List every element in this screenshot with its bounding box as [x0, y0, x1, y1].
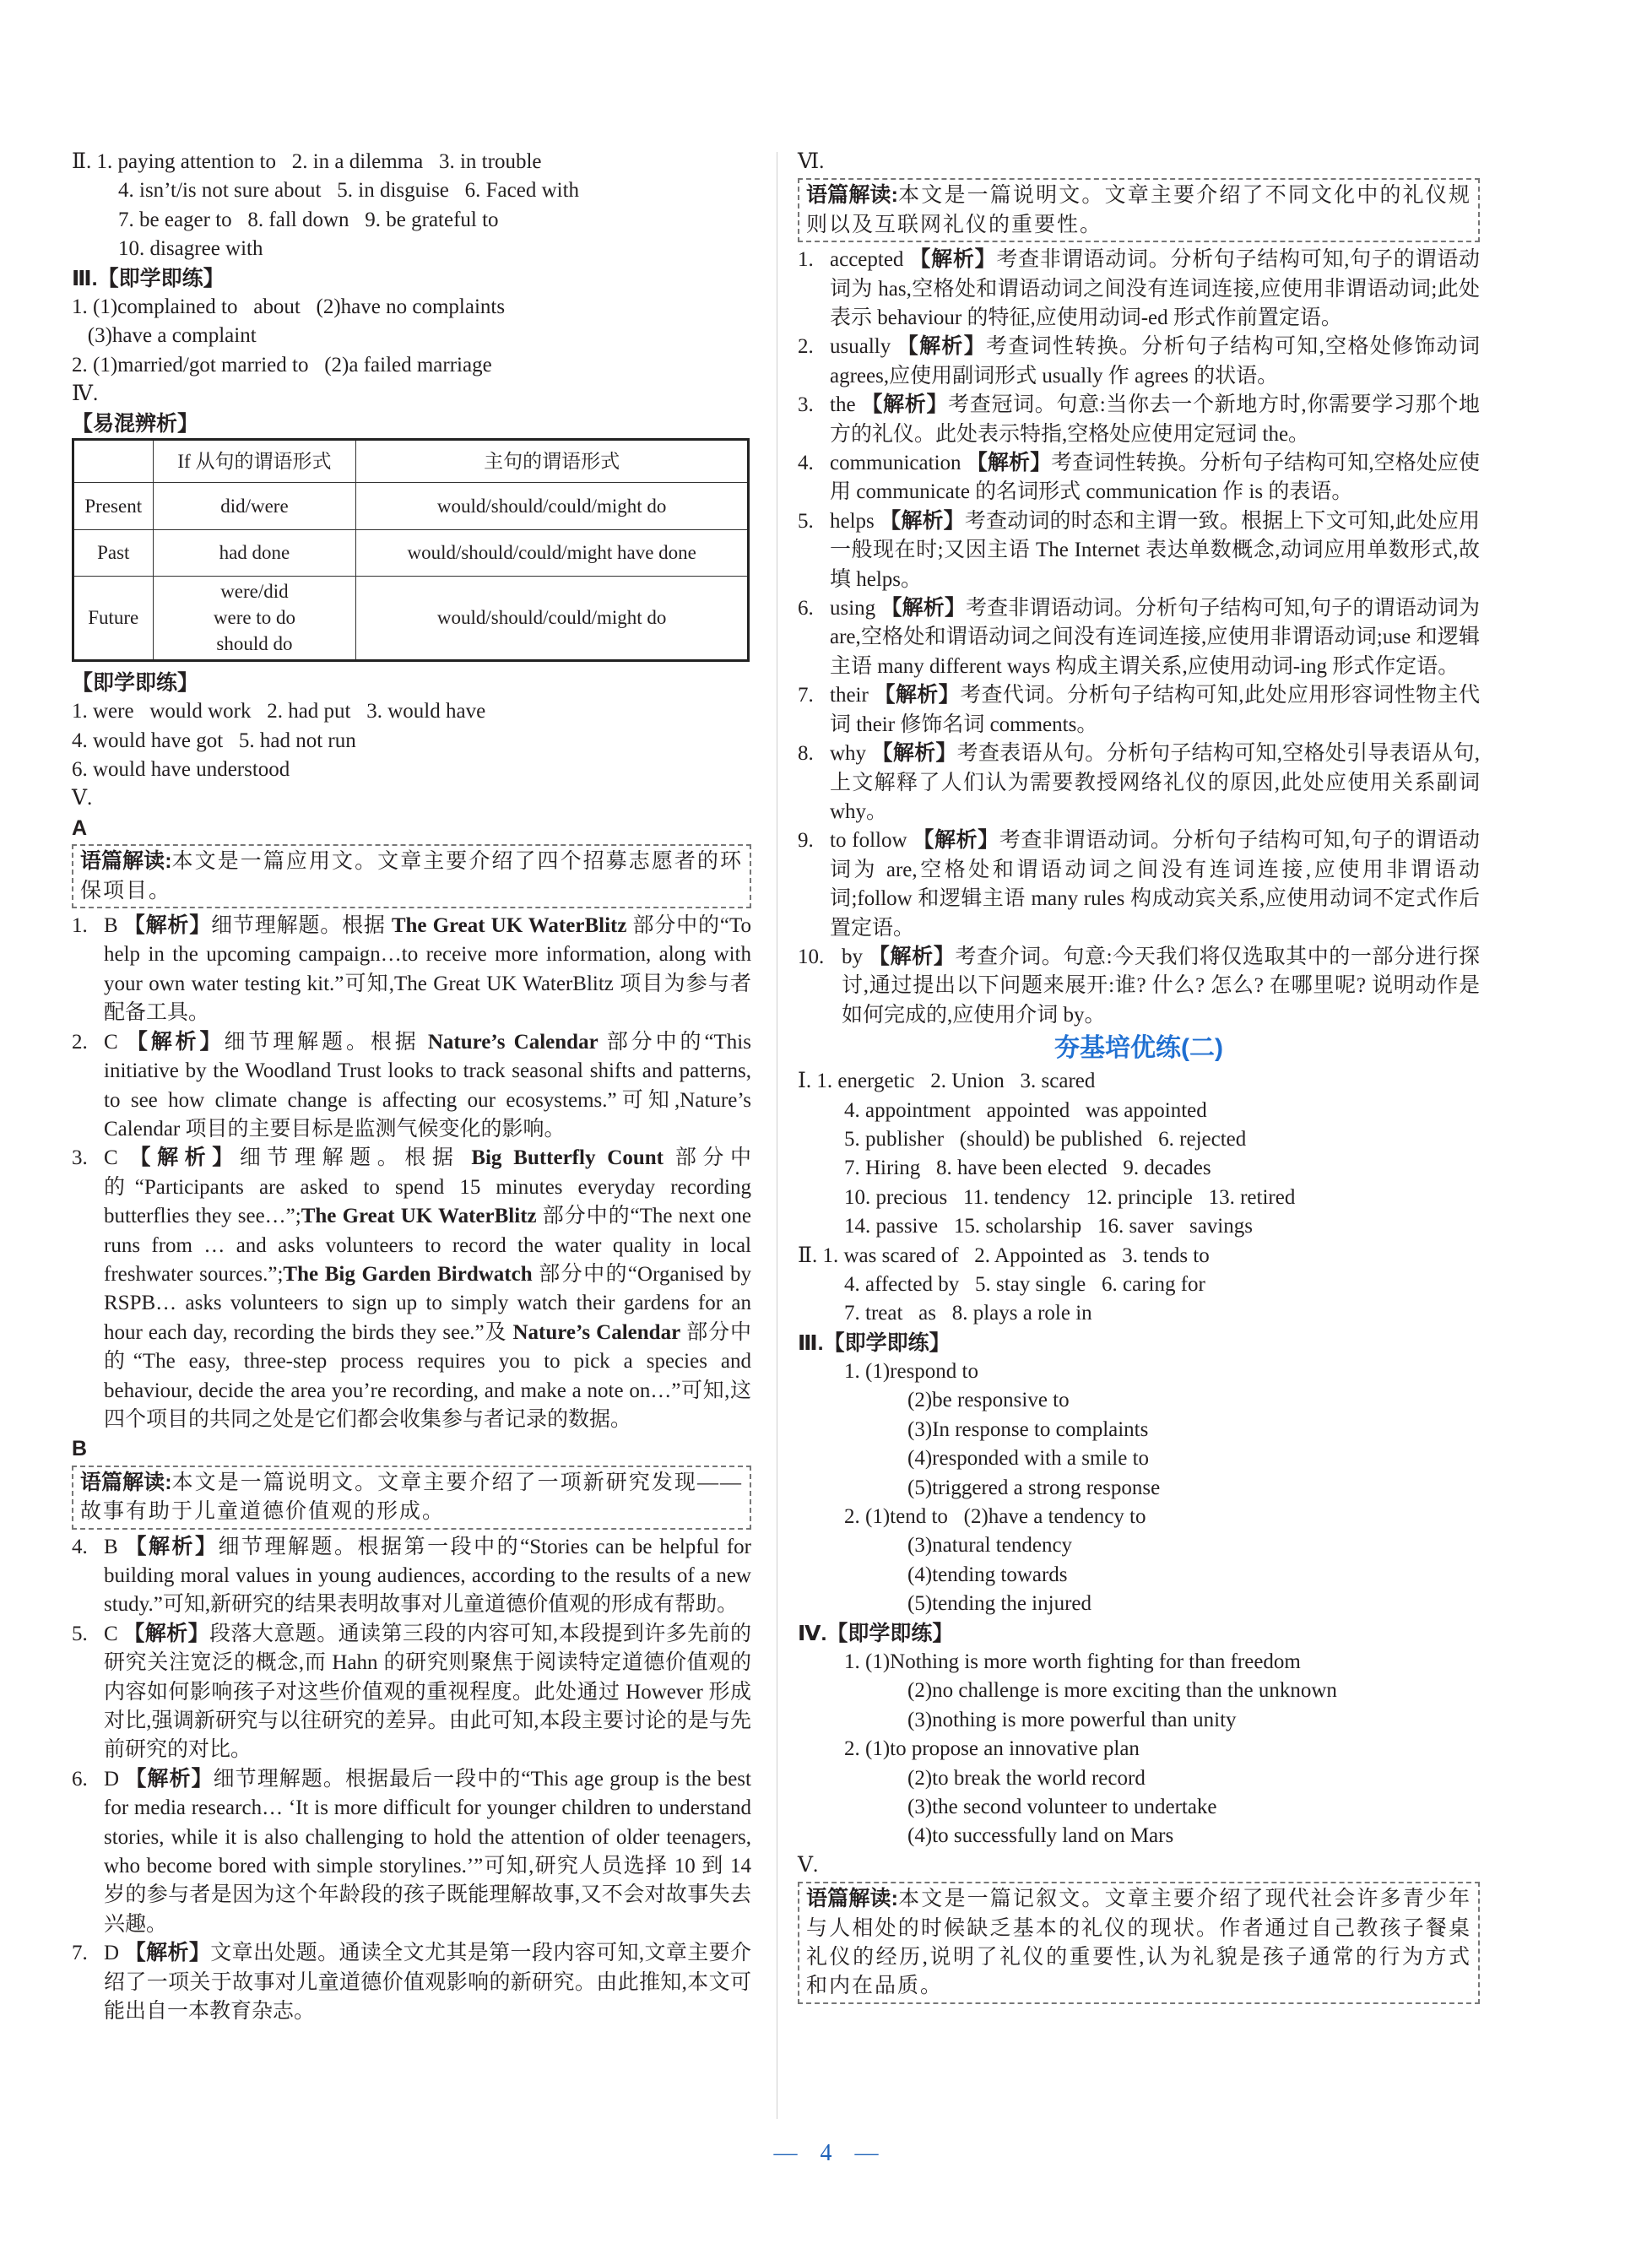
- item-text: communication: [830, 452, 967, 475]
- item-number: 4.: [72, 1535, 88, 1558]
- item-bold-text: 【解析】: [129, 1146, 240, 1170]
- answer-item: [798, 449, 1480, 507]
- item-number: 2.: [798, 335, 814, 359]
- answer-line: A: [72, 815, 88, 840]
- answer-item: [798, 943, 1480, 1030]
- answer-line: (2)to break the world record: [907, 1766, 1146, 1790]
- answer-line: (4)responded with a smile to: [907, 1447, 1150, 1471]
- answer-line: 4. appointment appointed was appointed: [844, 1098, 1207, 1122]
- footer-dash-right: —: [854, 2140, 879, 2166]
- answer-line: (2)be responsive to: [907, 1389, 1070, 1412]
- item-number: 5.: [798, 509, 814, 533]
- answer-line: 14. passive 15. scholarship 16. saver savings: [844, 1215, 1253, 1238]
- page-footer: [0, 2139, 1652, 2168]
- table-row: [73, 576, 749, 660]
- item-number: 7.: [798, 684, 814, 707]
- answer-line: 1. (1)respond to: [844, 1360, 978, 1384]
- passage-summary-box: [798, 178, 1480, 242]
- answer-item: [798, 594, 1480, 681]
- if-clause-form: did/were: [220, 495, 289, 517]
- answer-line: Ⅵ.: [798, 150, 825, 173]
- answer-item: [798, 740, 1480, 826]
- item-text: to follow: [830, 829, 913, 853]
- item-text: 部分中的“The next one runs from … and asks volunteers to record the water quality in local freshwater sources.”;: [104, 1205, 751, 1286]
- answer-line: 1. (1)complained to about (2)have no complaints: [72, 295, 506, 318]
- answer-line: Ⅲ.【即学即练】: [72, 266, 225, 290]
- item-bold-text: 【解析】: [880, 509, 965, 533]
- item-text: 细节理解题。根据最后一段中的“This age group is the best for media research… ‘It is more difficult for younger children to understand stories, while it is also challenging to hold the attention of older teenagers, who become bored with simple storylines.’”可知,研究人员选择 10 到 14 岁的参与者是因为这个年龄段的孩子既能理解故事,又不会对故事失去兴趣。: [104, 1767, 751, 1936]
- row-label: Past: [73, 529, 154, 576]
- answer-line: Ⅲ.【即学即练】: [798, 1330, 951, 1355]
- item-text: 考查词性转换。分析句子结构可知,空格处修饰动词 agrees,应使用副词形式 usually 作 agrees 的状语。: [830, 335, 1480, 387]
- answer-line: 【易混辨析】: [72, 411, 199, 436]
- page-number: 4: [820, 2140, 832, 2166]
- item-bold-text: 【解析】: [861, 393, 949, 417]
- answer-item: [798, 826, 1480, 943]
- summary-text: 本文是一篇说明文。文章主要介绍了不同文化中的礼仪规则以及互联网礼仪的重要性。: [806, 184, 1471, 236]
- item-bold-text: 【解析】: [125, 1535, 219, 1558]
- item-text: their: [830, 684, 875, 707]
- conditional-table: [72, 438, 750, 662]
- summary-label: 语篇解读:: [80, 849, 172, 874]
- footer-dash-left: —: [773, 2140, 798, 2166]
- item-text: 细节理解题。根据第一段中的“Stories can be helpful for building moral values in young audiences, according to the results of a new study.”可知,新研究的结果表明故事对儿童道德价值观的形成有帮助。: [104, 1535, 751, 1617]
- answer-line: Ⅰ. 1. energetic 2. Union 3. scared: [798, 1070, 1096, 1093]
- section-title: 夯基培优练(二): [1054, 1034, 1223, 1063]
- item-text: 细节理解题。根据: [239, 1146, 472, 1170]
- main-clause-cell: would/should/could/might have done: [356, 529, 749, 576]
- row-label: Present: [73, 482, 154, 529]
- answer-item: [798, 507, 1480, 594]
- row-label: Future: [73, 576, 154, 660]
- item-bold-text: 【解析】: [880, 597, 966, 620]
- item-number: 1.: [72, 914, 88, 938]
- summary-label: 语篇解读:: [806, 183, 898, 208]
- item-text: 细节理解题。根据: [211, 914, 392, 938]
- item-bold-text: Nature’s Calendar: [512, 1320, 681, 1344]
- answer-line: (5)triggered a strong response: [907, 1476, 1161, 1499]
- answer-line: (5)tending the injured: [907, 1592, 1091, 1616]
- item-text: 文章出处题。通读全文尤其是第一段内容可知,文章主要介绍了一项关于故事对儿童道德价值观影响的新研究。由此推知,本文可能出自一本教育杂志。: [104, 1942, 751, 2024]
- item-text: 考查动词的时态和主谓一致。根据上下文可知,此处应用一般现在时;又因主语 The Internet 表达单数概念,动词应用单数形式,故填 helps。: [830, 509, 1480, 591]
- item-text: accepted: [830, 248, 910, 272]
- answer-item: [798, 681, 1480, 740]
- answer-line: 10. precious 11. tendency 12. principle 13. retired: [844, 1185, 1296, 1209]
- item-text: 部分中的“Participants are asked to spend 15 minutes everyday recording butterflies they see…”;: [104, 1146, 751, 1228]
- item-number: 3.: [72, 1146, 88, 1170]
- item-text: 考查词性转换。分析句子结构可知,空格处应使用 communicate 的名词形式 communication 作 is 的表语。: [830, 452, 1480, 504]
- summary-text: 本文是一篇说明文。文章主要介绍了一项新研究发现——故事有助于儿童道德价值观的形成。: [80, 1471, 743, 1524]
- item-bold-text: 【解析】: [868, 945, 956, 968]
- answer-line: 4. affected by 5. stay single 6. caring for: [844, 1272, 1205, 1296]
- answer-line: 4. would have got 5. had not run: [72, 729, 356, 752]
- answer-item: [72, 1144, 751, 1434]
- main-clause-cell: would/should/could/might do: [356, 576, 749, 660]
- item-text: 考查代词。分析句子结构可知,此处应用形容词性物主代词 their 修饰名词 comments。: [830, 684, 1480, 736]
- item-text: helps: [830, 509, 880, 533]
- if-clause-form: had done: [219, 542, 290, 564]
- item-text: D: [104, 1767, 126, 1791]
- item-text: 部分中的“The easy, three-step process requires you to pick a species and behaviour, decide the area you’re recording, and make a note on…”可知,这四个项目的共同之处是它们都会收集参与者记录的数据。: [104, 1320, 751, 1431]
- answer-line: (3)In response to complaints: [907, 1417, 1149, 1441]
- answer-item: [72, 912, 751, 1028]
- answer-line: Ⅳ.: [72, 382, 99, 406]
- if-clause-cell: [153, 576, 356, 660]
- summary-label: 语篇解读:: [806, 1887, 898, 1911]
- answer-line: 2. (1)tend to (2)have a tendency to: [844, 1505, 1146, 1529]
- item-number: 4.: [798, 452, 814, 475]
- item-text: C: [104, 1622, 124, 1645]
- answer-line: Ⅴ.: [798, 1853, 819, 1877]
- table-row: [73, 529, 749, 576]
- item-bold-text: 【解析】: [896, 335, 987, 359]
- left-column: [72, 148, 751, 2026]
- item-text: 部分中的“Organised by RSPB… asks volunteers to sign up to simply watch their gardens for an hour each day, recording the birds they see.”及: [104, 1262, 751, 1344]
- item-text: 考查冠词。句意:当你去一个新地方时,你需要学习那个地方的礼仪。此处表示特指,空格处应使用定冠词 the。: [830, 393, 1480, 446]
- item-bold-text: 【解析】: [125, 1767, 214, 1791]
- summary-label: 语篇解读:: [80, 1470, 172, 1494]
- answer-line: (3)nothing is more powerful than unity: [907, 1708, 1237, 1731]
- item-text: 考查非谓语动词。分析句子结构可知,句子的谓语动词为 are,空格处和谓语动词之间没有连词连接,应使用非谓语动词;follow 和逻辑主语 many rules 构成动宾关系,应使用动词不定式作后置定语。: [830, 829, 1480, 940]
- answer-line: Ⅴ.: [72, 787, 93, 810]
- table-row: [73, 482, 749, 529]
- item-number: 6.: [72, 1767, 88, 1791]
- item-bold-text: 【解析】: [871, 742, 957, 766]
- answer-item: [798, 246, 1480, 333]
- item-bold-text: 【解析】: [124, 1942, 211, 1965]
- answer-line: 6. would have understood: [72, 758, 290, 782]
- right-column: [798, 148, 1480, 2007]
- if-clause-form: were to do: [213, 607, 295, 629]
- item-text: 考查非谓语动词。分析句子结构可知,句子的谓语动词为 are,空格处和谓语动词之间没有连词连接,应使用非谓语动词;use 和逻辑主语 many different ways 构成主谓关系,应使用动词-ing 形式作定语。: [830, 597, 1480, 678]
- answer-item: [72, 1533, 751, 1620]
- passage-summary-box: [72, 1466, 751, 1530]
- item-bold-text: 【解析】: [874, 684, 961, 707]
- item-text: usually: [830, 335, 897, 359]
- answer-line: (3)the second volunteer to undertake: [907, 1795, 1217, 1818]
- summary-text: 本文是一篇记叙文。文章主要介绍了现代社会许多青少年与人相处的时候缺乏基本的礼仪的现状。作者通过自己教孩子餐桌礼仪的经历,说明了礼仪的重要性,认为礼貌是孩子通常的行为方式和内在品质。: [806, 1888, 1471, 1998]
- item-bold-text: 【解析】: [909, 248, 997, 272]
- item-number: 2.: [72, 1030, 88, 1054]
- item-text: 考查表语从句。分析句子结构可知,空格处引导表语从句,上文解释了人们认为需要教授网络礼仪的原因,此处应使用关系副词 why。: [830, 742, 1480, 823]
- if-clause-form: were/did: [220, 581, 289, 603]
- answer-line: (4)to successfully land on Mars: [907, 1824, 1174, 1848]
- item-text: B: [104, 1535, 126, 1558]
- table-header-cell: 主句的谓语形式: [356, 439, 749, 482]
- answer-line: B: [72, 1437, 88, 1461]
- answer-line: Ⅱ. 1. paying attention to 2. in a dilemma 3. in trouble: [72, 150, 542, 173]
- item-text: 考查介词。句意:今天我们将仅选取其中的一部分进行探讨,通过提出以下问题来展开:谁? 什么? 怎么? 在哪里呢? 说明动作是如何完成的,应使用介词 by。: [842, 945, 1480, 1027]
- item-text: 考查非谓语动词。分析句子结构可知,句子的谓语动词为 has,空格处和谓语动词之间没有连词连接,应使用非谓语动词;此处表示 behaviour 的特征,应使用动词-ed 形式作前置定语。: [830, 248, 1480, 330]
- answer-line: Ⅱ. 1. was scared of 2. Appointed as 3. tends to: [798, 1243, 1210, 1267]
- answer-line: Ⅳ.【即学即练】: [798, 1621, 954, 1645]
- answer-item: [72, 1765, 751, 1939]
- answer-line: (2)no challenge is more exciting than the unknown: [907, 1679, 1337, 1703]
- main-clause-cell: would/should/could/might do: [356, 482, 749, 529]
- item-text: the: [830, 393, 862, 417]
- item-text: 细节理解题。根据: [224, 1030, 428, 1054]
- item-bold-text: Nature’s Calendar: [427, 1030, 599, 1054]
- answer-line: 4. isn’t/is not sure about 5. in disguise 6. Faced with: [118, 179, 580, 203]
- item-bold-text: 【解析】: [126, 1030, 225, 1054]
- answer-line: 7. Hiring 8. have been elected 9. decades: [844, 1157, 1211, 1180]
- item-text: B: [104, 914, 124, 938]
- item-text: 段落大意题。通读第三段的内容可知,本段提到许多先前的研究关注宽泛的概念,而 Hahn 的研究则聚焦于阅读特定道德价值观的内容如何影响孩子对这些价值观的重视程度。此处通过 However 形成对比,强调新研究与以往研究的差异。由此可知,本段主要讨论的是与先前研究的对比。: [104, 1622, 751, 1762]
- item-number: 9.: [798, 829, 814, 853]
- item-bold-text: 【解析】: [966, 452, 1052, 475]
- if-clause-cell: [153, 529, 356, 576]
- answer-item: [72, 1939, 751, 2026]
- item-text: why: [830, 742, 872, 766]
- answer-line: 7. be eager to 8. fall down 9. be grateful to: [118, 208, 499, 231]
- item-text: 部分中的“To help in the upcoming campaign…to receive more information, along with your own water testing kit.”可知,The Great UK WaterBlitz 项目为参与者配备工具。: [104, 914, 751, 1025]
- answer-item: [72, 1620, 751, 1765]
- item-text: C: [104, 1030, 127, 1054]
- if-clause-form: should do: [216, 633, 293, 655]
- answer-line: 1. were would work 2. had put 3. would have: [72, 700, 486, 723]
- passage-summary-box: [798, 1882, 1480, 2004]
- item-bold-text: Big Butterfly Count: [471, 1146, 664, 1170]
- item-bold-text: The Big Garden Birdwatch: [283, 1262, 533, 1286]
- item-bold-text: 【解析】: [123, 1622, 210, 1645]
- answer-line: (4)tending towards: [907, 1563, 1068, 1586]
- passage-summary-box: [72, 844, 751, 908]
- answer-line: 2. (1)married/got married to (2)a failed marriage: [72, 353, 492, 377]
- item-bold-text: 【解析】: [913, 829, 999, 853]
- item-number: 1.: [798, 248, 814, 272]
- if-clause-cell: [153, 482, 356, 529]
- item-text: by: [842, 945, 869, 968]
- table-header-cell: [73, 439, 154, 482]
- answer-line: 7. treat as 8. plays a role in: [844, 1302, 1092, 1325]
- answer-line: 【即学即练】: [72, 670, 199, 695]
- item-text: 部分中的“This initiative by the Woodland Trust looks to track seasonal shifts and patterns, to see how climate change is affecting our ecosystems.”可知,Nature’s Calendar 项目的主要目标是监测气候变化的影响。: [104, 1030, 751, 1141]
- answer-line: (3)natural tendency: [907, 1534, 1073, 1558]
- item-number: 5.: [72, 1622, 88, 1645]
- item-number: 3.: [798, 393, 814, 417]
- table-header-cell: If 从句的谓语形式: [153, 439, 356, 482]
- item-bold-text: 【解析】: [123, 914, 212, 938]
- item-number: 8.: [798, 742, 814, 766]
- item-text: C: [104, 1146, 130, 1170]
- answer-line: 1. (1)Nothing is more worth fighting for than freedom: [844, 1650, 1301, 1673]
- item-number: 10.: [798, 945, 825, 968]
- item-text: using: [830, 597, 881, 620]
- item-bold-text: The Great UK WaterBlitz: [391, 914, 627, 938]
- summary-text: 本文是一篇应用文。文章主要介绍了四个招募志愿者的环保项目。: [80, 850, 743, 902]
- answer-item: [72, 1028, 751, 1145]
- answer-item: [798, 391, 1480, 449]
- item-number: 7.: [72, 1942, 88, 1965]
- item-number: 6.: [798, 597, 814, 620]
- answer-line: 2. (1)to propose an innovative plan: [844, 1737, 1140, 1761]
- answer-line: (3)have a complaint: [72, 324, 257, 348]
- answer-line: 10. disagree with: [118, 237, 263, 261]
- answer-item: [798, 333, 1480, 391]
- answer-line: 5. publisher (should) be published 6. rejected: [844, 1127, 1247, 1151]
- item-text: D: [104, 1942, 125, 1965]
- item-bold-text: The Great UK WaterBlitz: [301, 1205, 537, 1228]
